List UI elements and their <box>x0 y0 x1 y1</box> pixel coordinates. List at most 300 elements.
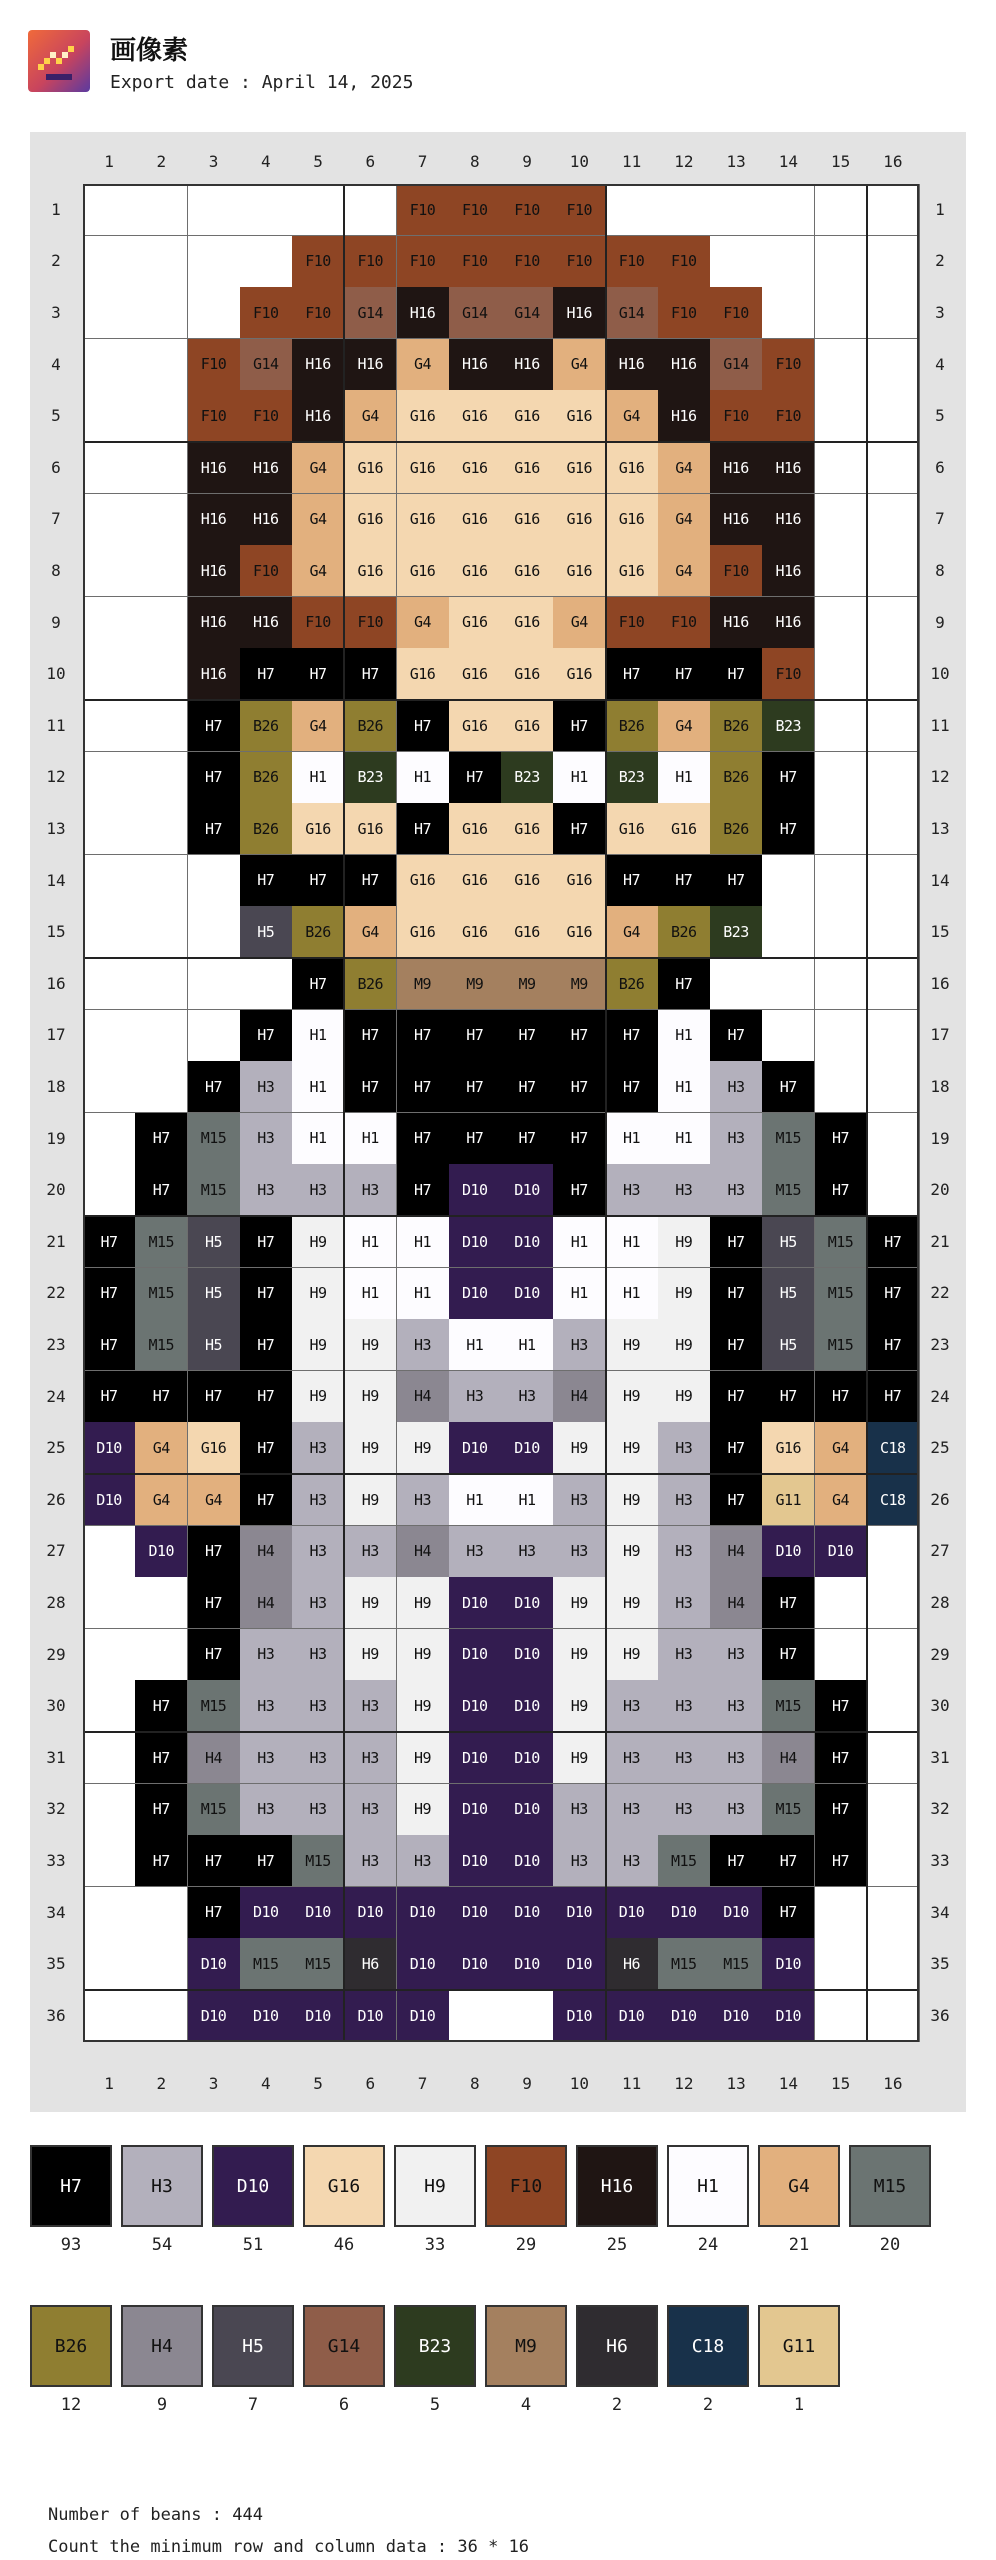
bead-cell: G4 <box>606 390 659 442</box>
bead-cell: F10 <box>710 390 763 442</box>
bead-cell <box>135 287 188 339</box>
column-number: 15 <box>830 152 851 171</box>
bead-cell <box>83 1010 136 1062</box>
bead-cell: D10 <box>188 1990 241 2042</box>
bead-cell: H7 <box>135 1732 188 1784</box>
bead-cell: H5 <box>762 1268 815 1320</box>
bead-cell: M15 <box>710 1938 763 1990</box>
bead-cell: D10 <box>606 1990 659 2042</box>
bead-grid <box>83 184 920 2044</box>
bead-cell: F10 <box>344 597 397 649</box>
bead-cell: D10 <box>449 1887 502 1939</box>
bead-cell <box>83 597 136 649</box>
column-number: 5 <box>313 152 323 171</box>
bead-cell: F10 <box>188 339 241 391</box>
bead-cell <box>135 906 188 958</box>
bead-cell: B26 <box>606 958 659 1010</box>
bead-cell <box>83 803 136 855</box>
bead-cell: D10 <box>240 1990 293 2042</box>
bead-cell <box>135 390 188 442</box>
bead-cell: M15 <box>762 1164 815 1216</box>
bead-cell: H4 <box>762 1732 815 1784</box>
bead-cell: H7 <box>188 1371 241 1423</box>
bead-cell: H16 <box>344 339 397 391</box>
bead-cell: H16 <box>710 597 763 649</box>
bead-cell: H16 <box>606 339 659 391</box>
bead-cell <box>867 1680 920 1732</box>
bead-cell: H9 <box>344 1422 397 1474</box>
bead-cell: G4 <box>188 1474 241 1526</box>
column-number: 16 <box>883 152 903 171</box>
bead-cell: H4 <box>710 1526 763 1578</box>
bead-cell: D10 <box>553 1938 606 1990</box>
bead-cell <box>815 1990 868 2042</box>
row-number: 26 <box>46 1489 66 1509</box>
bead-cell <box>83 1526 136 1578</box>
bead-cell: F10 <box>240 545 293 597</box>
row-number: 20 <box>46 1180 66 1200</box>
bead-cell <box>83 1577 136 1629</box>
bead-cell: D10 <box>449 1216 502 1268</box>
bead-cell: M9 <box>397 958 450 1010</box>
bead-cell: H3 <box>553 1474 606 1526</box>
column-number: 13 <box>726 152 746 171</box>
bead-cell: H3 <box>658 1784 711 1836</box>
bead-cell: G16 <box>397 545 450 597</box>
bead-cell: H1 <box>292 752 345 804</box>
bead-cell: H3 <box>292 1680 345 1732</box>
bead-cell: H16 <box>501 339 554 391</box>
bead-cell: M15 <box>188 1680 241 1732</box>
bead-cell: F10 <box>292 597 345 649</box>
bead-cell: H4 <box>553 1371 606 1423</box>
bead-cell: H9 <box>397 1422 450 1474</box>
bead-cell: G11 <box>762 1474 815 1526</box>
bead-cell: G16 <box>606 442 659 494</box>
bead-cell: H1 <box>658 1113 711 1165</box>
bead-cell: D10 <box>606 1887 659 1939</box>
bead-cell <box>83 442 136 494</box>
row-number: 18 <box>930 1077 950 1096</box>
row-number: 9 <box>51 612 61 632</box>
bead-cell: H7 <box>240 1268 293 1320</box>
swatch-count: 29 <box>515 2235 537 2255</box>
bead-cell: H1 <box>606 1113 659 1165</box>
column-number: 8 <box>470 152 480 171</box>
bead-cell: H7 <box>606 855 659 907</box>
bead-cell: M15 <box>658 1938 711 1990</box>
row-number: 23 <box>46 1335 66 1354</box>
swatch-count: 51 <box>242 2235 264 2255</box>
bead-cell <box>83 752 136 804</box>
bead-cell: M15 <box>188 1113 241 1165</box>
bead-cell: H3 <box>606 1164 659 1216</box>
row-number: 25 <box>46 1438 66 1458</box>
bead-cell: H7 <box>553 1010 606 1062</box>
bead-cell: F10 <box>606 597 659 649</box>
row-number: 34 <box>930 1902 950 1922</box>
bead-cell: G14 <box>501 287 554 339</box>
bead-cell <box>815 1577 868 1629</box>
bead-cell <box>240 958 293 1010</box>
palette-swatch <box>758 2305 840 2415</box>
bead-cell: F10 <box>710 545 763 597</box>
bead-cell: G4 <box>658 494 711 546</box>
bead-cell <box>135 1061 188 1113</box>
bead-cell <box>188 1010 241 1062</box>
bead-cell <box>867 648 920 700</box>
row-number: 6 <box>51 457 61 477</box>
bead-cell <box>135 442 188 494</box>
bead-cell: G16 <box>553 494 606 546</box>
bead-cell: B26 <box>710 700 763 752</box>
bead-cell: D10 <box>658 1990 711 2042</box>
bead-cell <box>606 184 659 236</box>
bead-cell <box>815 390 868 442</box>
bean-count: Number of beans : 444 <box>48 2505 263 2525</box>
bead-cell <box>815 958 868 1010</box>
bead-cell <box>83 1113 136 1165</box>
bead-cell: H7 <box>815 1680 868 1732</box>
bead-cell: G16 <box>397 494 450 546</box>
row-number: 23 <box>930 1335 950 1354</box>
bead-cell: H7 <box>240 1422 293 1474</box>
bead-cell <box>867 1835 920 1887</box>
bead-cell: G4 <box>292 545 345 597</box>
bead-cell: D10 <box>710 1887 763 1939</box>
bead-cell <box>815 803 868 855</box>
bead-cell <box>867 1577 920 1629</box>
header <box>28 28 728 94</box>
bead-cell <box>867 1990 920 2042</box>
bead-cell <box>867 494 920 546</box>
bead-cell <box>867 1629 920 1681</box>
palette-swatch <box>212 2145 294 2255</box>
row-number: 29 <box>930 1644 950 1664</box>
bead-cell: H3 <box>658 1577 711 1629</box>
row-number: 5 <box>935 406 945 426</box>
bead-cell: H3 <box>292 1474 345 1526</box>
bead-cell: H7 <box>449 1010 502 1062</box>
bead-cell: D10 <box>501 1680 554 1732</box>
bead-cell: H7 <box>815 1784 868 1836</box>
bead-cell: F10 <box>449 184 502 236</box>
bead-cell: H16 <box>397 287 450 339</box>
bead-cell: B26 <box>344 958 397 1010</box>
bead-cell <box>135 1577 188 1629</box>
bead-cell: H7 <box>188 700 241 752</box>
bead-cell <box>83 1835 136 1887</box>
bead-cell: G16 <box>449 648 502 700</box>
bead-cell: D10 <box>501 1216 554 1268</box>
bead-cell: D10 <box>449 1268 502 1320</box>
column-number: 12 <box>674 152 694 171</box>
bead-cell: H7 <box>658 855 711 907</box>
bead-cell: G16 <box>606 545 659 597</box>
bead-cell: B26 <box>240 752 293 804</box>
bead-cell: D10 <box>449 1784 502 1836</box>
bead-cell: G16 <box>292 803 345 855</box>
bead-cell: H4 <box>240 1526 293 1578</box>
bead-cell: H3 <box>344 1732 397 1784</box>
bead-cell <box>815 597 868 649</box>
row-number: 27 <box>930 1541 950 1561</box>
bead-cell <box>83 648 136 700</box>
bead-cell: G16 <box>762 1422 815 1474</box>
bead-cell <box>762 906 815 958</box>
row-number: 19 <box>930 1128 950 1148</box>
column-number: 7 <box>417 2074 428 2093</box>
swatch-color-code: F10 <box>485 2145 567 2227</box>
bead-cell: D10 <box>501 1422 554 1474</box>
bead-cell: H9 <box>606 1422 659 1474</box>
bead-cell <box>762 958 815 1010</box>
bead-cell: M15 <box>188 1784 241 1836</box>
bead-cell: H4 <box>710 1577 763 1629</box>
row-number: 19 <box>46 1128 66 1148</box>
bead-cell: D10 <box>397 1990 450 2042</box>
swatch-color-code: H4 <box>121 2305 203 2387</box>
bead-cell <box>135 597 188 649</box>
bead-cell: H9 <box>658 1268 711 1320</box>
bead-cell <box>188 236 241 288</box>
bead-cell: G4 <box>553 339 606 391</box>
bead-cell: D10 <box>449 1680 502 1732</box>
bead-cell <box>867 442 920 494</box>
row-number: 8 <box>935 561 945 580</box>
bead-cell <box>240 184 293 236</box>
bead-cell: H3 <box>606 1784 659 1836</box>
bead-cell: G16 <box>397 855 450 907</box>
bead-cell: H9 <box>606 1526 659 1578</box>
bead-cell: G16 <box>397 442 450 494</box>
bead-cell: B26 <box>292 906 345 958</box>
bead-cell <box>815 1938 868 1990</box>
row-number: 27 <box>46 1541 66 1561</box>
swatch-count: 4 <box>520 2395 532 2415</box>
bead-cell: G16 <box>449 494 502 546</box>
column-number: 2 <box>156 2074 167 2093</box>
row-number: 6 <box>935 457 945 477</box>
bead-cell: H9 <box>344 1371 397 1423</box>
bead-cell: G4 <box>397 339 450 391</box>
bead-cell <box>867 390 920 442</box>
row-number: 15 <box>46 922 66 942</box>
bead-cell: G4 <box>815 1474 868 1526</box>
bead-cell: H16 <box>188 597 241 649</box>
bead-cell: H7 <box>397 1061 450 1113</box>
bead-cell: H1 <box>553 752 606 804</box>
bead-cell <box>83 1784 136 1836</box>
bead-cell: H9 <box>658 1371 711 1423</box>
bead-cell <box>867 1732 920 1784</box>
bead-cell: H3 <box>658 1164 711 1216</box>
bead-cell <box>867 1061 920 1113</box>
swatch-count: 33 <box>424 2235 446 2255</box>
bead-cell <box>83 287 136 339</box>
bead-cell <box>83 1938 136 1990</box>
row-number: 36 <box>46 2005 66 2025</box>
bead-cell: F10 <box>501 184 554 236</box>
bead-cell: H7 <box>710 1010 763 1062</box>
bead-cell: H3 <box>710 1732 763 1784</box>
bead-cell: D10 <box>815 1526 868 1578</box>
bead-cell: H16 <box>658 390 711 442</box>
bead-cell: H7 <box>397 1010 450 1062</box>
bead-cell: H3 <box>292 1526 345 1578</box>
bead-cell: G4 <box>344 906 397 958</box>
bead-cell: H7 <box>815 1371 868 1423</box>
bead-cell: H7 <box>762 1629 815 1681</box>
column-number: 4 <box>261 2074 271 2093</box>
bead-cell: D10 <box>501 1938 554 1990</box>
column-number: 6 <box>365 2074 376 2093</box>
bead-cell: H9 <box>292 1216 345 1268</box>
bead-cell: G14 <box>710 339 763 391</box>
bead-cell: H5 <box>188 1216 241 1268</box>
bead-cell: H9 <box>344 1319 397 1371</box>
row-number: 35 <box>46 1954 66 1974</box>
bead-cell: D10 <box>762 1938 815 1990</box>
row-number: 10 <box>930 664 950 684</box>
bead-cell: H7 <box>240 1010 293 1062</box>
bead-cell: H4 <box>188 1732 241 1784</box>
bead-cell <box>188 855 241 907</box>
bead-cell: H9 <box>344 1577 397 1629</box>
bead-cell: H7 <box>188 1526 241 1578</box>
bead-cell <box>449 1990 502 2042</box>
bead-cell: H4 <box>397 1371 450 1423</box>
palette-swatch <box>758 2145 840 2255</box>
bead-cell: B26 <box>240 803 293 855</box>
bead-cell: H1 <box>344 1113 397 1165</box>
bead-cell: D10 <box>553 1887 606 1939</box>
bead-cell: H7 <box>188 1629 241 1681</box>
bead-cell <box>815 1061 868 1113</box>
bead-cell: H16 <box>710 442 763 494</box>
bead-board <box>30 132 966 2112</box>
bead-cell: G16 <box>449 855 502 907</box>
bead-cell <box>83 1732 136 1784</box>
bead-cell: H7 <box>815 1732 868 1784</box>
bead-cell: H7 <box>606 1061 659 1113</box>
bead-cell <box>710 236 763 288</box>
bead-cell: H7 <box>449 1061 502 1113</box>
bead-cell: M9 <box>449 958 502 1010</box>
swatch-color-code: M15 <box>849 2145 931 2227</box>
column-number: 6 <box>365 152 376 171</box>
bead-cell: D10 <box>135 1526 188 1578</box>
swatch-color-code: G4 <box>758 2145 840 2227</box>
bead-cell: C18 <box>867 1474 920 1526</box>
bead-cell: H3 <box>606 1835 659 1887</box>
bead-cell: F10 <box>762 339 815 391</box>
column-number: 5 <box>313 2074 323 2093</box>
row-number: 13 <box>930 819 950 838</box>
bead-cell: D10 <box>83 1474 136 1526</box>
bead-cell: H7 <box>135 1680 188 1732</box>
bead-cell: H3 <box>292 1577 345 1629</box>
bead-cell: H3 <box>240 1113 293 1165</box>
bead-cell: B26 <box>710 803 763 855</box>
bead-cell: H5 <box>188 1268 241 1320</box>
bead-cell: D10 <box>501 1577 554 1629</box>
bead-cell <box>135 855 188 907</box>
palette-swatch <box>394 2305 476 2415</box>
bead-cell: H16 <box>553 287 606 339</box>
bead-cell: M15 <box>240 1938 293 1990</box>
bead-cell: H1 <box>658 752 711 804</box>
bead-cell: H3 <box>501 1371 554 1423</box>
bead-cell <box>135 236 188 288</box>
bead-cell: G16 <box>344 545 397 597</box>
bead-cell: M15 <box>135 1319 188 1371</box>
bead-cell: G16 <box>449 803 502 855</box>
bead-cell <box>188 287 241 339</box>
bead-cell <box>867 1887 920 1939</box>
row-number: 4 <box>51 354 61 374</box>
row-number: 20 <box>930 1180 950 1200</box>
bead-cell: G16 <box>501 390 554 442</box>
row-number: 1 <box>51 199 61 219</box>
bead-cell: H7 <box>83 1371 136 1423</box>
bead-cell <box>867 545 920 597</box>
bead-cell: G16 <box>501 906 554 958</box>
app-title: 画像素 <box>110 36 189 66</box>
bead-cell: B23 <box>710 906 763 958</box>
bead-cell: H7 <box>867 1371 920 1423</box>
bead-cell: H1 <box>658 1061 711 1113</box>
bead-cell: G4 <box>658 700 711 752</box>
bead-cell: B26 <box>710 752 763 804</box>
row-number: 17 <box>46 1025 66 1045</box>
bead-cell <box>83 184 136 236</box>
bead-cell <box>815 752 868 804</box>
bead-cell: H3 <box>292 1422 345 1474</box>
bead-cell <box>867 1938 920 1990</box>
bead-cell <box>867 1010 920 1062</box>
bead-cell: H1 <box>344 1216 397 1268</box>
bead-cell <box>83 339 136 391</box>
dimension-info: Count the minimum row and column data : 36 * 16 <box>48 2537 530 2557</box>
bead-cell: F10 <box>762 648 815 700</box>
bead-cell: H7 <box>344 855 397 907</box>
bead-cell <box>135 1938 188 1990</box>
swatch-count: 20 <box>879 2235 901 2255</box>
bead-cell: D10 <box>501 1164 554 1216</box>
bead-cell: H7 <box>658 648 711 700</box>
row-number: 3 <box>935 303 945 322</box>
bead-cell: F10 <box>292 287 345 339</box>
column-number: 8 <box>470 2074 480 2093</box>
bead-cell <box>815 906 868 958</box>
bead-cell: F10 <box>397 184 450 236</box>
bead-cell: M15 <box>762 1680 815 1732</box>
bead-cell: H3 <box>240 1629 293 1681</box>
column-number: 7 <box>417 152 428 171</box>
bead-cell: C18 <box>867 1422 920 1474</box>
bead-cell: G16 <box>501 442 554 494</box>
bead-cell: M15 <box>658 1835 711 1887</box>
bead-cell: G16 <box>501 700 554 752</box>
bead-cell: H1 <box>449 1474 502 1526</box>
bead-cell: H7 <box>240 1371 293 1423</box>
bead-cell <box>710 184 763 236</box>
bead-cell: H3 <box>710 1629 763 1681</box>
row-number: 33 <box>46 1851 66 1870</box>
bead-cell: H7 <box>449 752 502 804</box>
bead-cell: H3 <box>553 1784 606 1836</box>
